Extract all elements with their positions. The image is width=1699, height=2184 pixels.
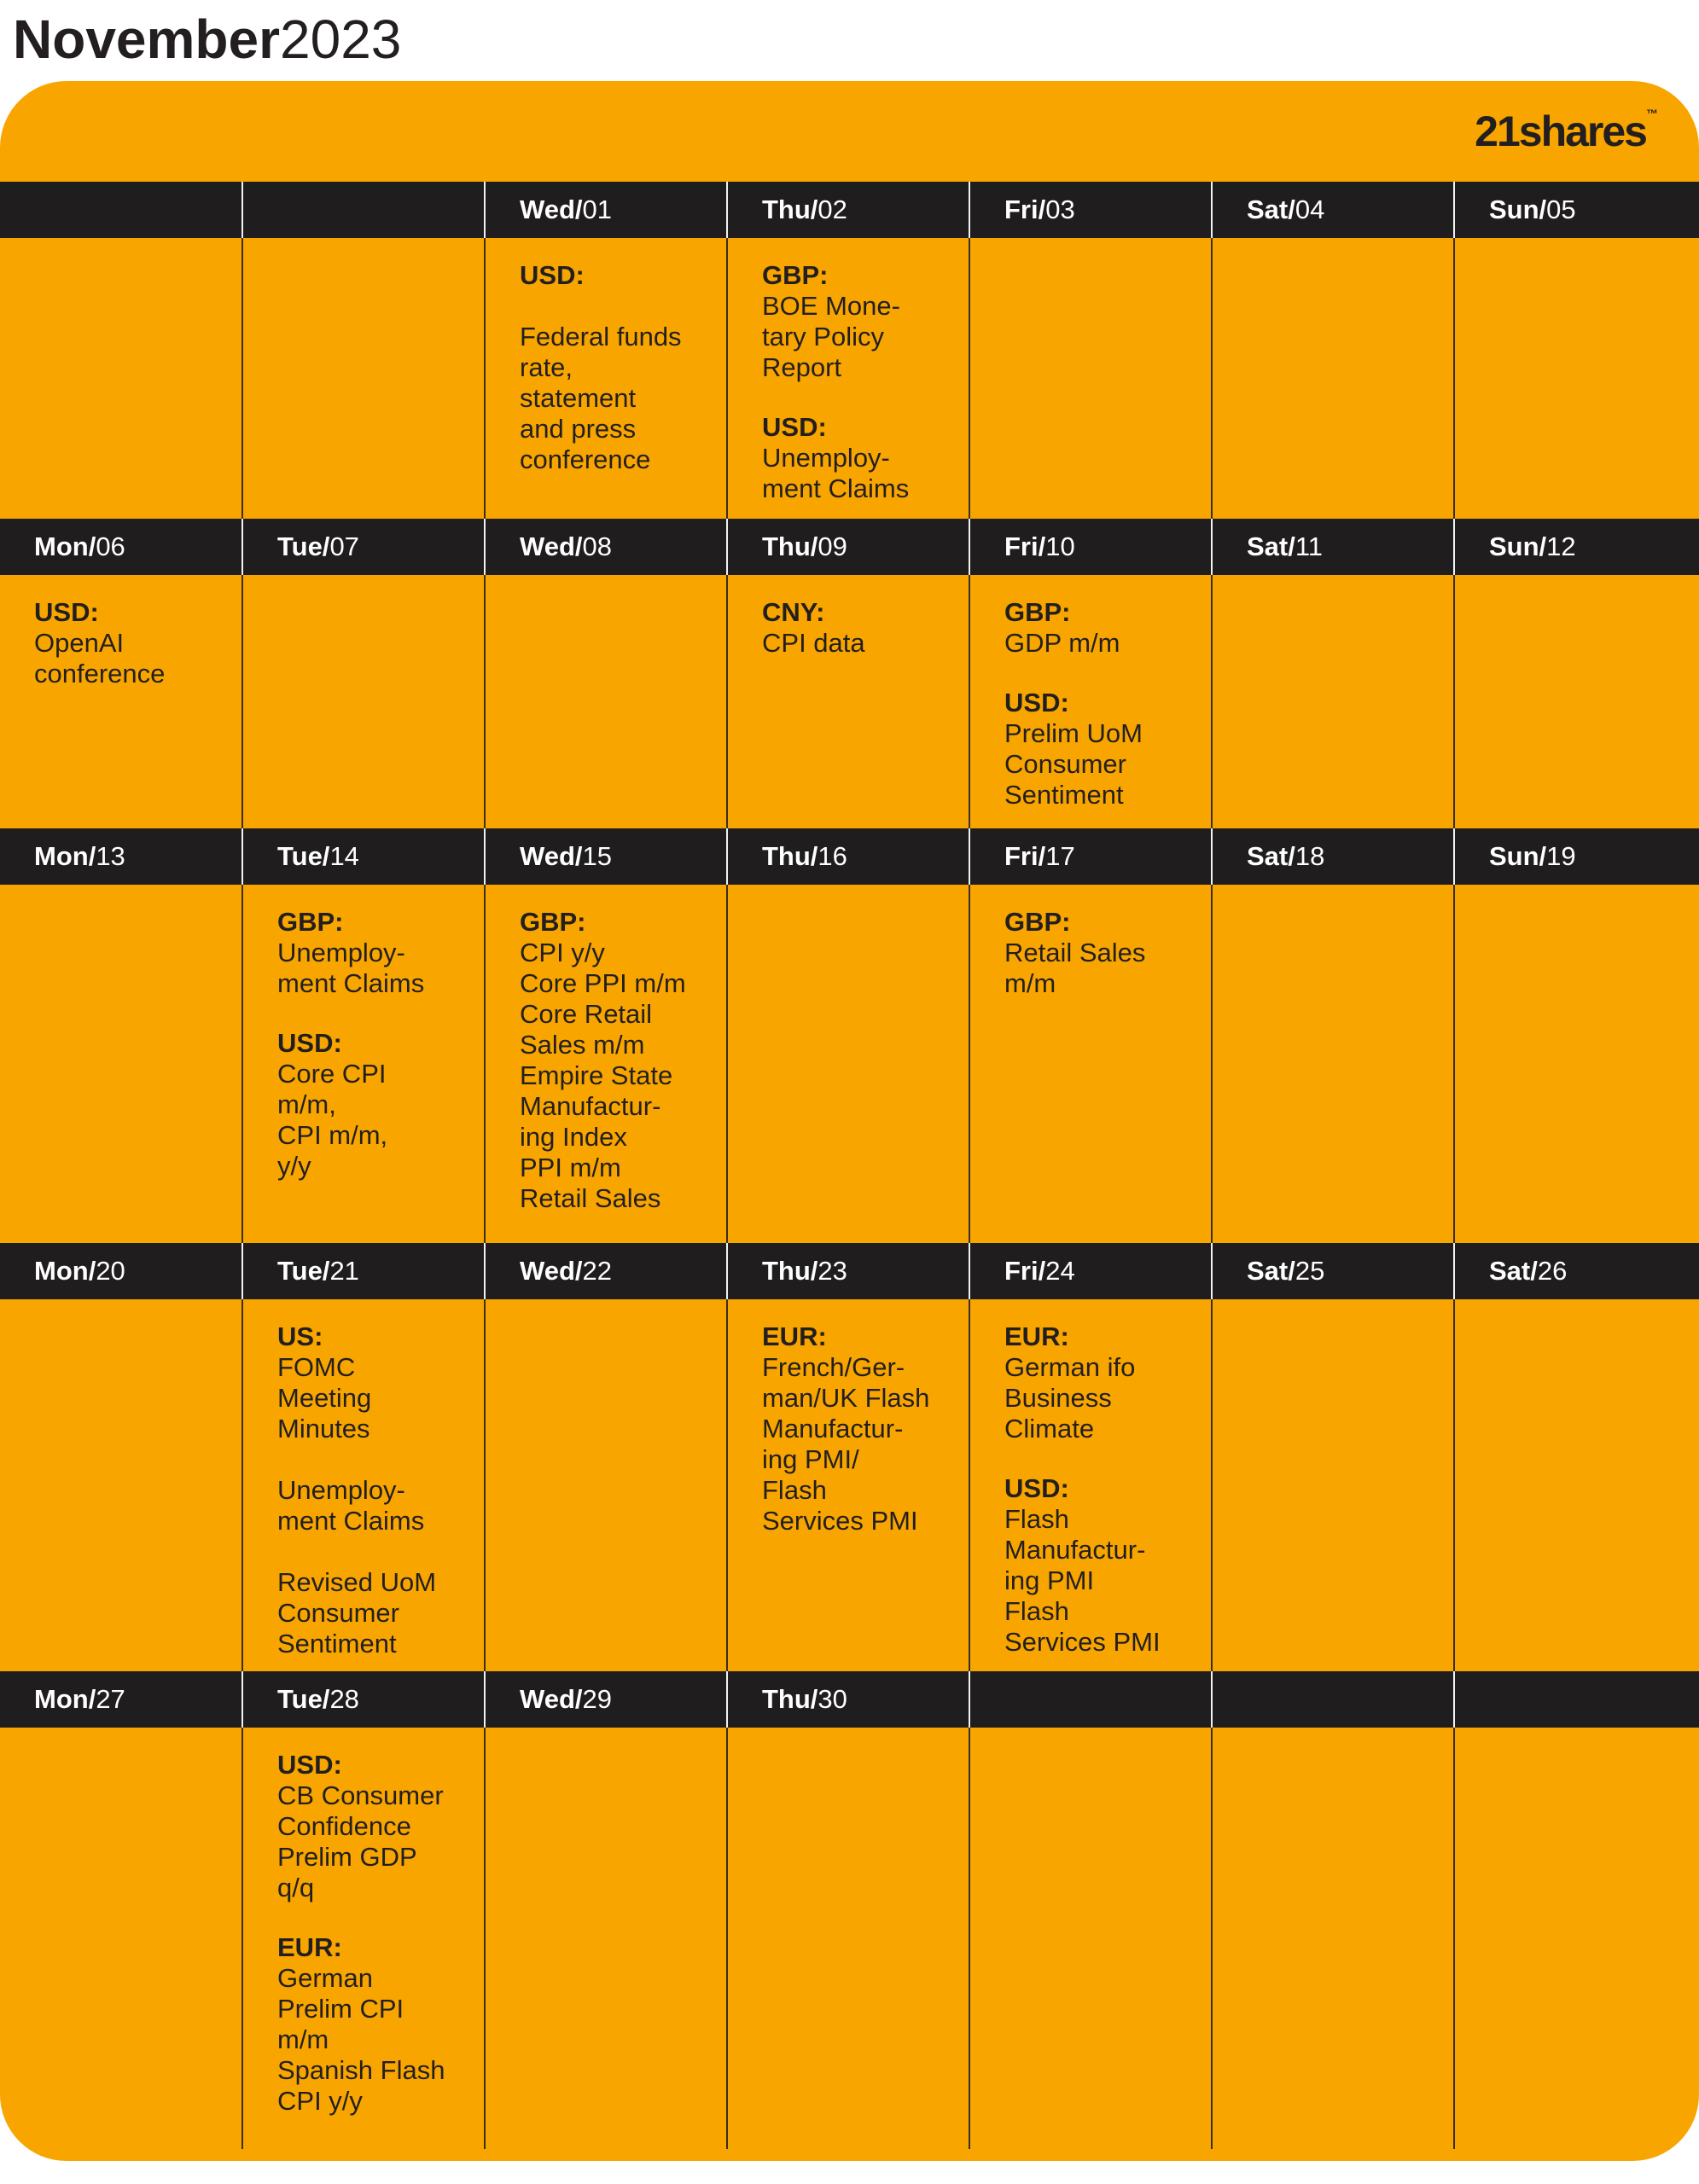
event-item: Prelim CPI (277, 1994, 404, 2024)
event-currency: GBP: (520, 907, 586, 937)
header-divider (1453, 828, 1455, 885)
event-item: GDP m/m (1004, 628, 1120, 658)
event-item: Revised UoM (277, 1567, 437, 1597)
day-label (762, 1257, 847, 1286)
event-item: BOE Mone- (762, 291, 900, 321)
day-name: Mon/ (34, 531, 96, 561)
day-number: 25 (1295, 1256, 1325, 1286)
event-item: tary Policy (762, 322, 884, 351)
event-item: conference (520, 444, 651, 474)
day-name: Mon/ (34, 1256, 96, 1286)
event-block (1004, 688, 1201, 810)
day-number: 11 (1295, 531, 1324, 561)
event-item: Manufactur- (520, 1091, 661, 1121)
day-cell (0, 828, 241, 1243)
event-block (277, 1028, 474, 1182)
day-number: 07 (329, 531, 359, 561)
event-item: Spanish Flash (277, 2055, 445, 2085)
day-label (520, 195, 612, 224)
event-item: Sentiment (277, 1629, 397, 1658)
day-label (1489, 842, 1576, 871)
event-item: Business (1004, 1383, 1112, 1413)
day-name: Mon/ (34, 1684, 96, 1714)
day-number: 15 (582, 841, 612, 871)
event-item: Core PPI m/m (520, 968, 686, 998)
week-row (0, 828, 1699, 1243)
header-divider (726, 182, 728, 238)
event-spacer (277, 1444, 474, 1475)
day-name: Wed/ (520, 1684, 583, 1714)
event-list (1004, 1321, 1201, 1658)
event-item: Empire State (520, 1060, 673, 1090)
event-currency: GBP: (1004, 907, 1071, 937)
day-number: 12 (1546, 531, 1576, 561)
event-currency: EUR: (277, 1932, 342, 1962)
header-divider (484, 828, 486, 885)
day-number: 03 (1045, 195, 1075, 224)
event-item: CPI y/y (520, 938, 605, 967)
header-divider (1453, 182, 1455, 238)
event-list (520, 260, 716, 475)
event-item: OpenAI (34, 628, 125, 658)
day-cell (484, 828, 726, 1243)
event-item: CB Consumer (277, 1780, 444, 1810)
day-number: 09 (817, 531, 847, 561)
event-currency: USD: (34, 597, 99, 627)
week-row (0, 1243, 1699, 1671)
day-cell (0, 1243, 241, 1671)
day-cell (484, 1671, 726, 2149)
day-label (1489, 195, 1576, 224)
event-block (277, 907, 474, 999)
day-cell (484, 1243, 726, 1671)
event-item: Services PMI (1004, 1627, 1161, 1657)
day-name: Fri/ (1004, 195, 1046, 224)
event-item: q/q (277, 1873, 315, 1902)
header-divider (726, 1243, 728, 1299)
day-number: 27 (96, 1684, 125, 1714)
event-currency: EUR: (762, 1321, 827, 1351)
header-divider (1211, 1243, 1213, 1299)
header-divider (241, 182, 243, 238)
day-number: 22 (582, 1256, 612, 1286)
day-name: Fri/ (1004, 841, 1046, 871)
title-year: 2023 (280, 9, 402, 70)
event-block (277, 1321, 474, 1659)
day-label (762, 1685, 847, 1714)
event-block (1004, 1321, 1201, 1444)
event-item: man/UK Flash (762, 1383, 930, 1413)
day-number: 21 (329, 1256, 359, 1286)
calendar-card (0, 81, 1699, 2161)
event-item: Prelim GDP (277, 1842, 417, 1872)
day-label (34, 1685, 125, 1714)
day-name: Sun/ (1489, 841, 1547, 871)
day-number: 28 (329, 1684, 359, 1714)
event-item: Core Retail (520, 999, 653, 1029)
day-label (1247, 532, 1323, 561)
day-label (277, 532, 359, 561)
header-divider (726, 519, 728, 575)
header-divider (726, 828, 728, 885)
header-divider (1453, 519, 1455, 575)
event-item: CPI y/y (277, 2086, 363, 2116)
day-cell (241, 1671, 484, 2149)
day-number: 08 (582, 531, 612, 561)
event-item: Federal funds (520, 322, 682, 351)
day-label (1004, 195, 1075, 224)
event-list (1004, 597, 1201, 810)
event-currency: USD: (277, 1028, 342, 1058)
event-item: Manufactur- (1004, 1535, 1146, 1565)
day-number: 24 (1045, 1256, 1075, 1286)
event-currency: GBP: (1004, 597, 1071, 627)
event-item: CPI data (762, 628, 865, 658)
event-item: Climate (1004, 1414, 1095, 1443)
event-item: Flash (1004, 1504, 1069, 1534)
event-item: German (277, 1963, 373, 1993)
day-cell (1453, 828, 1699, 1243)
header-divider (1211, 828, 1213, 885)
event-item: Report (762, 352, 842, 382)
event-item: Unemploy- (277, 1475, 405, 1505)
week-row (0, 182, 1699, 519)
event-currency: EUR: (1004, 1321, 1069, 1351)
event-block (762, 1321, 958, 1536)
day-label (1489, 1257, 1567, 1286)
day-cell (969, 182, 1211, 519)
day-number: 18 (1295, 841, 1325, 871)
week-row (0, 1671, 1699, 2149)
event-list (277, 1321, 474, 1659)
event-list (34, 597, 231, 689)
event-item: rate, (520, 352, 573, 382)
day-name: Thu/ (762, 1256, 818, 1286)
day-label (1004, 532, 1075, 561)
event-block (34, 597, 231, 689)
header-divider (1211, 182, 1213, 238)
event-currency: USD: (277, 1750, 342, 1780)
event-currency: GBP: (762, 260, 829, 290)
day-cell (241, 828, 484, 1243)
event-list (762, 597, 958, 659)
event-currency: US: (277, 1321, 323, 1351)
title-month: November (13, 9, 280, 70)
day-name: Fri/ (1004, 531, 1046, 561)
day-cell (241, 1243, 484, 1671)
day-cell (726, 828, 969, 1243)
event-item: German ifo (1004, 1352, 1136, 1382)
day-label (34, 842, 125, 871)
day-name: Wed/ (520, 531, 583, 561)
day-name: Thu/ (762, 195, 818, 224)
header-divider (484, 1243, 486, 1299)
header-divider (241, 519, 243, 575)
day-name: Tue/ (277, 1256, 330, 1286)
day-cell (1211, 1243, 1453, 1671)
day-number: 19 (1546, 841, 1576, 871)
day-cell (1453, 182, 1699, 519)
day-cell (726, 519, 969, 828)
day-name: Mon/ (34, 841, 96, 871)
day-cell (1211, 519, 1453, 828)
day-name: Sat/ (1247, 195, 1295, 224)
day-number: 16 (817, 841, 847, 871)
event-block (520, 260, 716, 475)
event-item: m/m, (277, 1089, 336, 1119)
day-cell (1453, 1243, 1699, 1671)
day-label (277, 842, 359, 871)
event-list (277, 907, 474, 1182)
event-currency: USD: (520, 260, 585, 290)
event-spacer (277, 1536, 474, 1567)
day-cell (969, 519, 1211, 828)
week-row (0, 519, 1699, 828)
day-cell (0, 182, 241, 519)
day-label (1489, 532, 1576, 561)
header-divider (969, 519, 970, 575)
header-divider (241, 1671, 243, 1728)
event-item: m/m (277, 2024, 329, 2054)
header-divider (1453, 1243, 1455, 1299)
day-label (520, 842, 612, 871)
day-number: 14 (329, 841, 359, 871)
event-item: Core CPI (277, 1059, 387, 1089)
event-block (1004, 1473, 1201, 1658)
event-item: Unemploy- (762, 443, 890, 473)
event-item: Retail Sales (1004, 938, 1146, 967)
header-divider (969, 182, 970, 238)
event-item: m/m (1004, 968, 1056, 998)
event-item: statement (520, 383, 637, 413)
event-item: ment Claims (277, 968, 425, 998)
event-spacer (520, 291, 716, 322)
event-item: ing Index (520, 1122, 627, 1152)
header-divider (484, 182, 486, 238)
event-item: ing PMI/ (762, 1444, 859, 1474)
event-item: CPI m/m, (277, 1120, 388, 1150)
brand-logo: 21shares™ (1475, 107, 1656, 155)
event-list (1004, 907, 1201, 999)
header-divider (969, 828, 970, 885)
day-cell (969, 1243, 1211, 1671)
event-list (762, 260, 958, 504)
day-name: Wed/ (520, 1256, 583, 1286)
day-label (1247, 195, 1324, 224)
header-divider (969, 1243, 970, 1299)
day-name: Sat/ (1247, 531, 1295, 561)
event-block (277, 1932, 474, 2117)
event-block (1004, 907, 1201, 999)
event-block (762, 412, 958, 504)
day-label (762, 842, 847, 871)
day-name: Wed/ (520, 195, 583, 224)
event-item: Retail Sales (520, 1183, 661, 1213)
day-label (1004, 1257, 1075, 1286)
day-number: 29 (582, 1684, 612, 1714)
day-name: Tue/ (277, 531, 330, 561)
event-item: Manufactur- (762, 1414, 904, 1443)
header-divider (241, 828, 243, 885)
day-name: Sat/ (1247, 1256, 1295, 1286)
event-item: PPI m/m (520, 1153, 621, 1182)
event-item: Minutes (277, 1414, 370, 1443)
day-cell (726, 1671, 969, 2149)
header-divider (1211, 1671, 1213, 1728)
event-item: and press (520, 414, 637, 444)
event-block (762, 597, 958, 659)
day-number: 17 (1045, 841, 1075, 871)
header-divider (1211, 519, 1213, 575)
header-divider (969, 1671, 970, 1728)
day-cell (1211, 828, 1453, 1243)
day-label (1004, 842, 1075, 871)
event-block (277, 1750, 474, 1903)
day-number: 13 (96, 841, 125, 871)
event-item: Flash (1004, 1596, 1069, 1626)
day-number: 06 (96, 531, 125, 561)
day-number: 10 (1045, 531, 1075, 561)
day-cell (969, 1671, 1211, 2149)
day-label (34, 532, 125, 561)
day-label (277, 1257, 359, 1286)
day-cell (241, 182, 484, 519)
day-number: 01 (582, 195, 612, 224)
event-item: Unemploy- (277, 938, 405, 967)
event-item: ment Claims (277, 1506, 425, 1536)
event-item: y/y (277, 1151, 311, 1181)
day-label (520, 1685, 612, 1714)
day-cell (969, 828, 1211, 1243)
day-name: Thu/ (762, 531, 818, 561)
header-divider (1453, 1671, 1455, 1728)
day-number: 04 (1295, 195, 1325, 224)
day-name: Thu/ (762, 1684, 818, 1714)
day-cell (726, 182, 969, 519)
event-item: Services PMI (762, 1506, 918, 1536)
day-name: Tue/ (277, 1684, 330, 1714)
day-label (1247, 1257, 1324, 1286)
header-divider (241, 1243, 243, 1299)
event-block (762, 260, 958, 383)
day-cell (1453, 519, 1699, 828)
day-label (277, 1685, 359, 1714)
day-cell (1211, 182, 1453, 519)
event-currency: USD: (1004, 688, 1069, 717)
day-label (34, 1257, 125, 1286)
day-number: 20 (96, 1256, 125, 1286)
event-list (762, 1321, 958, 1536)
day-number: 26 (1537, 1256, 1568, 1286)
day-number: 05 (1546, 195, 1576, 224)
day-cell (484, 519, 726, 828)
event-item: Confidence (277, 1811, 411, 1841)
page-title (13, 7, 401, 72)
day-name: Fri/ (1004, 1256, 1046, 1286)
event-list (277, 1750, 474, 2117)
day-name: Thu/ (762, 841, 818, 871)
event-item: ing PMI (1004, 1565, 1095, 1595)
event-currency: CNY: (762, 597, 825, 627)
event-item: Sentiment (1004, 780, 1124, 810)
event-item: conference (34, 659, 166, 688)
day-cell (484, 182, 726, 519)
event-item: Sales m/m (520, 1030, 645, 1060)
day-name: Sat/ (1247, 841, 1295, 871)
event-list (520, 907, 716, 1214)
day-label (762, 195, 847, 224)
header-divider (484, 519, 486, 575)
header-divider (484, 1671, 486, 1728)
day-number: 02 (817, 195, 847, 224)
event-item: French/Ger- (762, 1352, 905, 1382)
event-currency: USD: (1004, 1473, 1069, 1503)
event-currency: USD: (762, 412, 827, 442)
day-label (1247, 842, 1324, 871)
day-name: Sun/ (1489, 531, 1547, 561)
event-item: Flash (762, 1475, 827, 1505)
header-divider (726, 1671, 728, 1728)
event-item: Consumer (277, 1598, 399, 1628)
event-item: Consumer (1004, 749, 1126, 779)
event-block (1004, 597, 1201, 659)
day-name: Tue/ (277, 841, 330, 871)
day-label (762, 532, 847, 561)
day-name: Sun/ (1489, 195, 1547, 224)
day-number: 23 (817, 1256, 847, 1286)
day-label (520, 1257, 612, 1286)
day-cell (1453, 1671, 1699, 2149)
day-cell (0, 519, 241, 828)
event-block (520, 907, 716, 1214)
day-name: Sat/ (1489, 1256, 1538, 1286)
day-number: 30 (817, 1684, 847, 1714)
event-item: ment Claims (762, 473, 910, 503)
event-item: Meeting (277, 1383, 372, 1413)
day-label (520, 532, 612, 561)
day-cell (0, 1671, 241, 2149)
day-cell (1211, 1671, 1453, 2149)
day-cell (241, 519, 484, 828)
day-name: Wed/ (520, 841, 583, 871)
day-cell (726, 1243, 969, 1671)
event-currency: GBP: (277, 907, 344, 937)
event-item: FOMC (277, 1352, 356, 1382)
event-item: Prelim UoM (1004, 718, 1143, 748)
